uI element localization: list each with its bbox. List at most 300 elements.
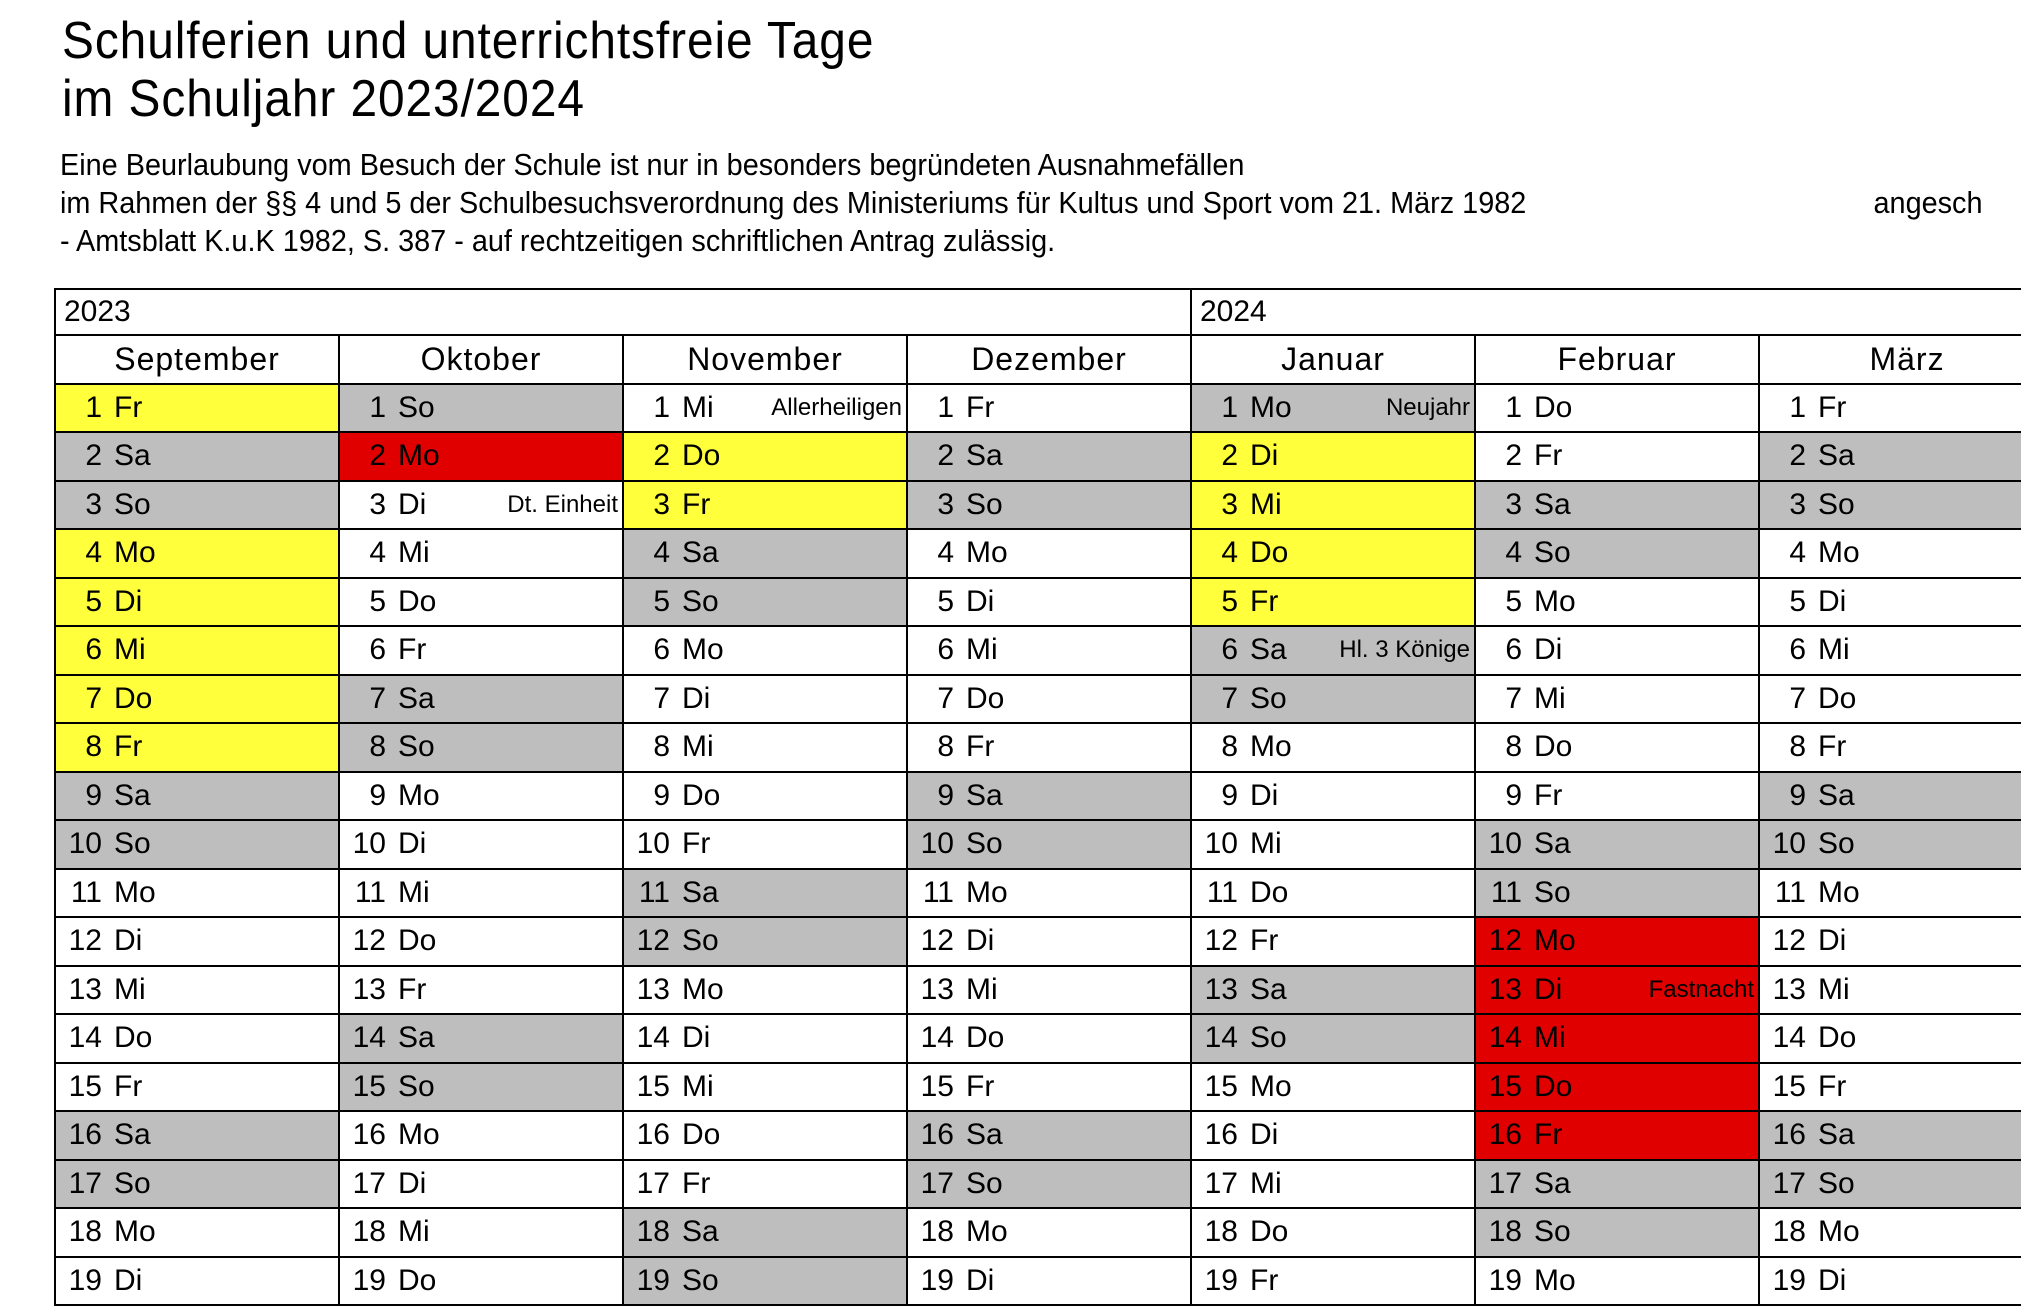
day-cell	[1759, 1014, 2021, 1063]
day-cell	[623, 917, 907, 966]
weekday-label: So	[398, 390, 435, 424]
weekday-label: Do	[398, 584, 437, 618]
day-number: 3	[369, 487, 386, 521]
weekday-label: Fr	[398, 633, 427, 667]
day-cell	[623, 529, 907, 578]
day-number: 1	[1505, 390, 1522, 424]
day-cell	[1759, 1111, 2021, 1160]
day-number: 5	[653, 584, 670, 618]
weekday-label: So	[1818, 487, 1855, 521]
weekday-label: Mo	[966, 1215, 1008, 1249]
weekday-label: Fr	[1250, 584, 1279, 618]
day-cell	[1475, 917, 1759, 966]
weekday-label: Di	[966, 924, 995, 958]
day-number: 7	[369, 681, 386, 715]
day-number: 2	[369, 439, 386, 473]
day-cell	[339, 1208, 623, 1257]
weekday-label: So	[114, 1166, 151, 1200]
day-number: 12	[1488, 924, 1522, 958]
day-number: 14	[352, 1021, 386, 1055]
day-number: 13	[920, 972, 954, 1006]
day-number: 2	[937, 439, 954, 473]
day-cell	[55, 529, 339, 578]
day-number: 11	[638, 875, 670, 909]
day-number: 8	[653, 730, 670, 764]
intro-line-2	[60, 184, 1983, 222]
weekday-label: Fr	[1250, 1263, 1279, 1297]
day-row	[55, 578, 2021, 627]
month-header-november: November	[623, 335, 907, 384]
day-cell	[55, 1208, 339, 1257]
day-row	[55, 1063, 2021, 1112]
weekday-label: Sa	[114, 778, 151, 812]
day-cell	[1759, 869, 2021, 918]
day-cell	[1475, 1160, 1759, 1209]
day-row	[55, 966, 2021, 1015]
day-cell	[1191, 675, 1475, 724]
weekday-label: So	[1534, 875, 1571, 909]
day-cell	[1191, 869, 1475, 918]
weekday-label: Di	[114, 1263, 143, 1297]
day-cell	[1759, 675, 2021, 724]
weekday-label: Sa	[1818, 439, 1855, 473]
day-number: 7	[85, 681, 102, 715]
calendar-body	[55, 384, 2021, 1306]
weekday-label: Mo	[1250, 730, 1292, 764]
day-cell	[1191, 723, 1475, 772]
day-cell	[1475, 1014, 1759, 1063]
day-cell	[55, 675, 339, 724]
day-number: 15	[1204, 1069, 1238, 1103]
weekday-label: Fr	[1250, 924, 1279, 958]
day-cell	[1475, 1063, 1759, 1112]
day-cell	[1191, 820, 1475, 869]
day-cell	[339, 1014, 623, 1063]
day-cell	[339, 578, 623, 627]
weekday-label: Do	[1818, 681, 1857, 715]
weekday-label: Mo	[1818, 875, 1860, 909]
day-number: 6	[937, 633, 954, 667]
day-cell	[1191, 481, 1475, 530]
day-cell	[1475, 626, 1759, 675]
day-number: 19	[68, 1263, 102, 1297]
day-number: 5	[369, 584, 386, 618]
day-cell	[1191, 1063, 1475, 1112]
day-number: 15	[1772, 1069, 1806, 1103]
weekday-label: Sa	[682, 536, 719, 570]
day-number: 10	[352, 827, 386, 861]
day-cell	[623, 675, 907, 724]
day-cell	[623, 432, 907, 481]
weekday-label: Fr	[1534, 1118, 1563, 1152]
weekday-label: So	[1250, 681, 1287, 715]
day-number: 4	[369, 536, 386, 570]
weekday-label: Di	[114, 924, 143, 958]
day-number: 16	[1772, 1118, 1806, 1152]
weekday-label: So	[966, 827, 1003, 861]
day-number: 17	[636, 1166, 670, 1200]
day-cell	[55, 1014, 339, 1063]
weekday-label: Mi	[398, 536, 430, 570]
day-number: 8	[1505, 730, 1522, 764]
day-cell	[1475, 578, 1759, 627]
day-cell	[55, 723, 339, 772]
weekday-label: Do	[1250, 875, 1289, 909]
day-number: 19	[636, 1263, 670, 1297]
day-number: 14	[920, 1021, 954, 1055]
weekday-label: Fr	[1534, 778, 1563, 812]
weekday-label: Mo	[1534, 584, 1576, 618]
day-number: 9	[653, 778, 670, 812]
holiday-note: Hl. 3 Könige	[1339, 636, 1470, 664]
weekday-label: Sa	[1534, 487, 1571, 521]
weekday-label: Fr	[966, 390, 995, 424]
weekday-label: Di	[114, 584, 143, 618]
day-cell	[907, 772, 1191, 821]
day-cell	[907, 1014, 1191, 1063]
weekday-label: Di	[1250, 1118, 1279, 1152]
day-cell	[907, 917, 1191, 966]
weekday-label: So	[1818, 1166, 1855, 1200]
day-number: 16	[920, 1118, 954, 1152]
day-row	[55, 917, 2021, 966]
day-cell	[1759, 626, 2021, 675]
weekday-label: So	[114, 487, 151, 521]
day-row	[55, 869, 2021, 918]
weekday-label: Sa	[398, 1021, 435, 1055]
day-number: 6	[653, 633, 670, 667]
day-row	[55, 675, 2021, 724]
weekday-label: Di	[682, 681, 711, 715]
weekday-label: Mi	[682, 730, 714, 764]
weekday-label: So	[114, 827, 151, 861]
intro-line-1: Eine Beurlaubung vom Besuch der Schule ist nur in besonders begründeten Ausnahmefällen	[60, 147, 1245, 182]
day-cell	[55, 869, 339, 918]
intro-line-2-text: im Rahmen der §§ 4 und 5 der Schulbesuchsverordnung des Ministeriums für Kultus und Sport vom 21. März 1982	[60, 185, 1527, 220]
day-number: 10	[636, 827, 670, 861]
day-cell	[1191, 772, 1475, 821]
day-cell	[1475, 820, 1759, 869]
day-number: 11	[1490, 875, 1522, 909]
day-number: 18	[636, 1215, 670, 1249]
day-cell	[907, 432, 1191, 481]
day-cell	[1475, 384, 1759, 433]
day-number: 1	[1221, 390, 1238, 424]
weekday-label: Mo	[966, 875, 1008, 909]
day-cell	[55, 1160, 339, 1209]
weekday-label: Di	[1818, 1263, 1847, 1297]
day-row	[55, 723, 2021, 772]
day-number: 11	[1206, 875, 1238, 909]
weekday-label: Mo	[1818, 536, 1860, 570]
weekday-label: Mo	[114, 536, 156, 570]
day-number: 4	[1221, 536, 1238, 570]
intro-line-2-extra: angesch	[1873, 185, 1983, 220]
day-number: 8	[369, 730, 386, 764]
weekday-label: Mo	[114, 875, 156, 909]
weekday-label: Sa	[1818, 1118, 1855, 1152]
weekday-label: Mo	[682, 972, 724, 1006]
day-cell	[1191, 626, 1475, 675]
day-cell	[1475, 1208, 1759, 1257]
weekday-label: Sa	[966, 778, 1003, 812]
day-number: 7	[1505, 681, 1522, 715]
day-cell	[55, 917, 339, 966]
weekday-label: Di	[398, 487, 427, 521]
day-number: 15	[1488, 1069, 1522, 1103]
weekday-label: Sa	[682, 875, 719, 909]
day-cell	[1475, 723, 1759, 772]
weekday-label: So	[1818, 827, 1855, 861]
weekday-label: Fr	[114, 730, 143, 764]
day-number: 15	[636, 1069, 670, 1103]
day-number: 14	[68, 1021, 102, 1055]
day-cell	[1475, 1111, 1759, 1160]
day-cell	[1475, 772, 1759, 821]
day-cell	[1759, 529, 2021, 578]
weekday-label: Fr	[1534, 439, 1563, 473]
day-number: 1	[653, 390, 670, 424]
weekday-label: Do	[114, 681, 153, 715]
day-number: 17	[352, 1166, 386, 1200]
weekday-label: Di	[966, 1263, 995, 1297]
day-cell	[55, 772, 339, 821]
weekday-label: Fr	[1818, 730, 1847, 764]
day-number: 17	[1772, 1166, 1806, 1200]
weekday-label: So	[966, 487, 1003, 521]
month-header-märz: März	[1759, 335, 2021, 384]
weekday-label: Do	[1534, 390, 1573, 424]
weekday-label: Mi	[114, 972, 146, 1006]
weekday-label: Sa	[966, 1118, 1003, 1152]
weekday-label: Di	[1818, 924, 1847, 958]
weekday-label: Fr	[114, 390, 143, 424]
day-cell	[1191, 1014, 1475, 1063]
day-number: 2	[1221, 439, 1238, 473]
day-number: 13	[636, 972, 670, 1006]
day-number: 6	[369, 633, 386, 667]
day-cell	[623, 1111, 907, 1160]
day-cell	[907, 1208, 1191, 1257]
day-cell	[623, 1208, 907, 1257]
day-number: 14	[1772, 1021, 1806, 1055]
day-number: 8	[85, 730, 102, 764]
day-cell	[907, 1111, 1191, 1160]
intro-text	[60, 146, 1983, 260]
day-cell	[339, 626, 623, 675]
weekday-label: Sa	[1250, 633, 1287, 667]
day-row	[55, 1208, 2021, 1257]
day-number: 16	[1488, 1118, 1522, 1152]
day-number: 1	[369, 390, 386, 424]
day-cell	[907, 1160, 1191, 1209]
day-cell	[623, 966, 907, 1015]
day-number: 11	[1774, 875, 1806, 909]
day-cell	[1191, 917, 1475, 966]
weekday-label: Sa	[398, 681, 435, 715]
day-number: 16	[636, 1118, 670, 1152]
day-number: 5	[937, 584, 954, 618]
weekday-label: Do	[114, 1021, 153, 1055]
weekday-label: Mo	[1818, 1215, 1860, 1249]
day-cell	[339, 529, 623, 578]
weekday-label: Do	[398, 924, 437, 958]
day-cell	[1759, 481, 2021, 530]
day-number: 10	[1772, 827, 1806, 861]
day-number: 9	[937, 778, 954, 812]
day-number: 18	[1204, 1215, 1238, 1249]
day-cell	[623, 772, 907, 821]
holiday-note: Dt. Einheit	[507, 490, 618, 518]
day-number: 9	[369, 778, 386, 812]
holiday-calendar	[54, 288, 2021, 1306]
day-cell	[623, 723, 907, 772]
day-number: 18	[352, 1215, 386, 1249]
day-number: 2	[85, 439, 102, 473]
weekday-label: Sa	[1534, 1166, 1571, 1200]
weekday-label: Do	[682, 778, 721, 812]
day-number: 4	[1505, 536, 1522, 570]
weekday-label: So	[682, 924, 719, 958]
day-cell	[55, 1257, 339, 1306]
weekday-label: Mi	[114, 633, 146, 667]
day-cell	[623, 384, 907, 433]
weekday-label: So	[1534, 1215, 1571, 1249]
day-number: 9	[85, 778, 102, 812]
day-cell	[339, 432, 623, 481]
holiday-note: Neujahr	[1385, 393, 1470, 421]
day-number: 1	[1789, 390, 1806, 424]
weekday-label: Do	[1250, 1215, 1289, 1249]
day-cell	[1759, 578, 2021, 627]
weekday-label: Mi	[682, 1069, 714, 1103]
day-cell	[55, 966, 339, 1015]
month-header-februar: Februar	[1475, 335, 1759, 384]
day-number: 17	[1488, 1166, 1522, 1200]
weekday-label: Mi	[1250, 827, 1282, 861]
day-cell	[1191, 529, 1475, 578]
weekday-label: Di	[1250, 439, 1279, 473]
holiday-note: Allerheiligen	[771, 393, 902, 421]
day-cell	[907, 1063, 1191, 1112]
weekday-label: Fr	[682, 827, 711, 861]
day-cell	[1759, 966, 2021, 1015]
month-header-september: September	[55, 335, 339, 384]
day-cell	[1191, 1208, 1475, 1257]
day-cell	[339, 675, 623, 724]
day-number: 4	[85, 536, 102, 570]
month-row	[55, 335, 2021, 384]
day-cell	[55, 626, 339, 675]
day-cell	[1191, 966, 1475, 1015]
day-number: 10	[1204, 827, 1238, 861]
weekday-label: Sa	[114, 439, 151, 473]
weekday-label: Fr	[966, 730, 995, 764]
weekday-label: So	[682, 584, 719, 618]
day-number: 13	[1772, 972, 1806, 1006]
weekday-label: Di	[1534, 972, 1563, 1006]
weekday-label: Di	[966, 584, 995, 618]
day-number: 2	[653, 439, 670, 473]
day-number: 4	[1789, 536, 1806, 570]
day-number: 9	[1505, 778, 1522, 812]
weekday-label: Do	[682, 439, 721, 473]
weekday-label: Mi	[1534, 1021, 1566, 1055]
weekday-label: Di	[1818, 584, 1847, 618]
weekday-label: Mi	[966, 972, 998, 1006]
day-cell	[339, 1257, 623, 1306]
day-number: 10	[68, 827, 102, 861]
intro-line-3: - Amtsblatt K.u.K 1982, S. 387 - auf rechtzeitigen schriftlichen Antrag zulässig.	[60, 223, 1056, 258]
day-number: 8	[1789, 730, 1806, 764]
day-number: 19	[1772, 1263, 1806, 1297]
weekday-label: Di	[682, 1021, 711, 1055]
day-cell	[907, 820, 1191, 869]
day-row	[55, 481, 2021, 530]
day-cell	[1475, 1257, 1759, 1306]
weekday-label: So	[1534, 536, 1571, 570]
day-number: 5	[85, 584, 102, 618]
day-number: 3	[653, 487, 670, 521]
day-cell	[1475, 432, 1759, 481]
day-number: 6	[1221, 633, 1238, 667]
weekday-label: Mi	[1534, 681, 1566, 715]
weekday-label: Do	[682, 1118, 721, 1152]
day-number: 6	[1789, 633, 1806, 667]
day-number: 19	[1488, 1263, 1522, 1297]
day-number: 3	[85, 487, 102, 521]
weekday-label: Sa	[682, 1215, 719, 1249]
day-cell	[55, 481, 339, 530]
day-row	[55, 1160, 2021, 1209]
title-line-2: im Schuljahr 2023/2024	[62, 70, 585, 128]
day-cell	[623, 1014, 907, 1063]
day-number: 9	[1221, 778, 1238, 812]
weekday-label: Mo	[1534, 924, 1576, 958]
weekday-label: Fr	[682, 487, 711, 521]
day-row	[55, 1111, 2021, 1160]
day-cell	[339, 772, 623, 821]
weekday-label: Mi	[398, 1215, 430, 1249]
day-number: 11	[354, 875, 386, 909]
day-number: 18	[68, 1215, 102, 1249]
day-number: 18	[920, 1215, 954, 1249]
day-row	[55, 1257, 2021, 1306]
day-row	[55, 384, 2021, 433]
month-header-oktober: Oktober	[339, 335, 623, 384]
day-row	[55, 432, 2021, 481]
day-number: 7	[1789, 681, 1806, 715]
weekday-label: Do	[1534, 730, 1573, 764]
day-cell	[339, 481, 623, 530]
weekday-label: So	[682, 1263, 719, 1297]
day-cell	[1759, 772, 2021, 821]
weekday-label: Do	[398, 1263, 437, 1297]
weekday-label: Mo	[398, 778, 440, 812]
day-number: 8	[937, 730, 954, 764]
weekday-label: Mi	[1818, 633, 1850, 667]
page-title	[62, 12, 874, 128]
day-number: 17	[920, 1166, 954, 1200]
day-cell	[339, 1160, 623, 1209]
day-cell	[623, 626, 907, 675]
day-number: 16	[1204, 1118, 1238, 1152]
day-cell	[1759, 1208, 2021, 1257]
day-cell	[1191, 1111, 1475, 1160]
weekday-label: Do	[966, 681, 1005, 715]
day-number: 7	[1221, 681, 1238, 715]
day-cell	[907, 966, 1191, 1015]
